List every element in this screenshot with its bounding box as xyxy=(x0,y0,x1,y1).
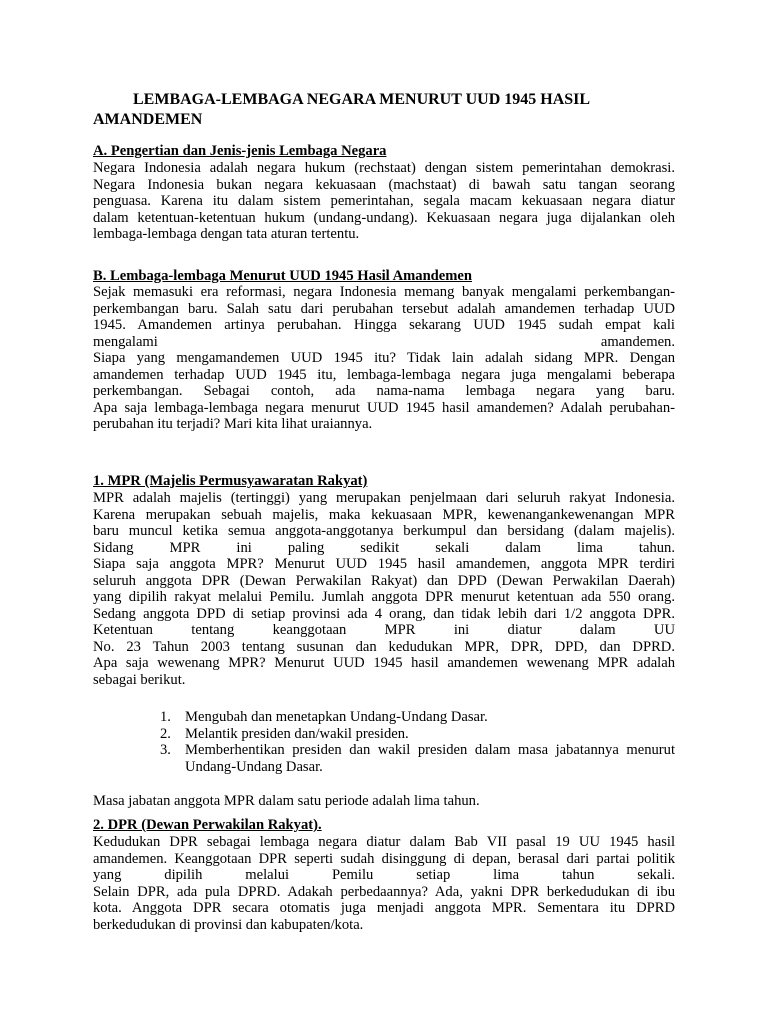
text-line: berkedudukan di provinsi dan kabupaten/kota. xyxy=(93,916,364,933)
dpr-heading: 2. DPR (Dewan Perwakilan Rakyat). xyxy=(93,817,322,833)
section-a-heading: A. Pengertian dan Jenis-jenis Lembaga Negara xyxy=(93,143,387,159)
section-b-paragraph xyxy=(93,284,675,433)
text-line: perubahan itu terjadi? Mari kita lihat uraiannya. xyxy=(93,416,373,432)
text-line: dalam ketentuan-ketentuan hukum (undang-undang). Kekuasaan negara juga dijalankan oleh xyxy=(93,209,675,226)
mpr-authority-list xyxy=(160,709,675,775)
list-item-text: Mengubah dan menetapkan Undang-Undang Dasar. xyxy=(185,709,488,725)
text-line: seluruh anggota DPR (Dewan Perwakilan Rakyat) dan DPD (Dewan Perwakilan Daerah) xyxy=(93,572,675,589)
text-line: Sedang anggota DPD di setiap provinsi ada 4 orang, dan tidak lebih dari 1/2 anggota DPR. xyxy=(93,605,675,622)
text-line: Siapa yang mengamandemen UUD 1945 itu? Tidak lain adalah sidang MPR. Dengan xyxy=(93,350,675,366)
section-b-heading: B. Lembaga-lembaga Menurut UUD 1945 Hasil Amandemen xyxy=(93,268,473,284)
list-item xyxy=(160,709,675,726)
text-line: amandemen. Keanggotaan DPR seperti sudah disinggung di depan, berasal dari partai politik xyxy=(93,850,675,867)
list-number: 2. xyxy=(160,725,171,742)
text-line: amandemen terhadap UUD 1945 itu, lembaga-lembaga negara juga mengalami beberapa xyxy=(93,366,675,383)
mpr-heading: 1. MPR (Majelis Permusyawaratan Rakyat) xyxy=(93,473,368,489)
text-line: yang dipilih melalui Pemilu setiap lima tahun sekali. xyxy=(93,867,675,883)
text-line: yang dipilih rakyat melalui Pemilu. Jumlah anggota DPR menurut ketentuan ada 550 orang. xyxy=(93,589,675,605)
text-line: sebagai berikut. xyxy=(93,671,186,688)
text-line: baru muncul ketika semua anggota-anggotanya berkumpul dan bersidang (dalam majelis). xyxy=(93,523,675,539)
text-line: Karena merupakan sebuah majelis, maka kekuasaan MPR, kewenangankewenangan MPR xyxy=(93,506,675,523)
text-line: perkembangan baru. Salah satu dari perubahan tersebut adalah amandemen terhadap UUD xyxy=(93,300,675,317)
text-line: perkembangan. Sebagai contoh, ada nama-nama lembaga negara yang baru. xyxy=(93,383,675,399)
text-line: Apa saja wewenang MPR? Menurut UUD 1945 hasil amandemen wewenang MPR adalah xyxy=(93,655,675,671)
mpr-closing-line: Masa jabatan anggota MPR dalam satu periode adalah lima tahun. xyxy=(93,793,480,809)
list-item-text: Melantik presiden dan/wakil presiden. xyxy=(185,725,409,742)
text-line: Apa saja lembaga-lembaga negara menurut UUD 1945 hasil amandemen? Adalah perubahan- xyxy=(93,399,675,416)
text-line: penguasa. Karena itu dalam sistem pemerintahan, segala macam kekuasaan negara diatur xyxy=(93,193,675,209)
list-item xyxy=(160,726,675,743)
text-line: lembaga-lembaga dengan tata aturan tertentu. xyxy=(93,226,360,242)
text-line: 1945. Amandemen artinya perubahan. Hingga sekarang UUD 1945 sudah empat kali xyxy=(93,317,675,333)
document-title: LEMBAGA-LEMBAGA NEGARA MENURUT UUD 1945 HASIL AMANDEMEN xyxy=(93,91,590,128)
text-line: No. 23 Tahun 2003 tentang susunan dan kedudukan MPR, DPR, DPD, dan DPRD. xyxy=(93,638,675,655)
text-line: Sejak memasuki era reformasi, negara Indonesia memang banyak mengalami perkembangan- xyxy=(93,284,675,300)
dpr-paragraph xyxy=(93,834,675,933)
list-item-text: Memberhentikan presiden dan wakil presiden dalam masa jabatannya menurut Undang-Undang Dasar. xyxy=(185,742,675,775)
text-line: Ketentuan tentang keanggotaan MPR ini diatur dalam UU xyxy=(93,622,675,638)
list-number: 3. xyxy=(160,742,171,758)
text-line: Kedudukan DPR sebagai lembaga negara diatur dalam Bab VII pasal 19 UU 1945 hasil xyxy=(93,834,675,850)
mpr-paragraph xyxy=(93,490,675,688)
text-line: Siapa saja anggota MPR? Menurut UUD 1945 hasil amandemen, anggota MPR terdiri xyxy=(93,556,675,572)
text-line: Selain DPR, ada pula DPRD. Adakah perbedaannya? Ada, yakni DPR berkedudukan di ibu xyxy=(93,883,675,900)
text-line: Sidang MPR ini paling sedikit sekali dalam lima tahun. xyxy=(93,539,675,556)
list-number: 1. xyxy=(160,709,171,725)
text-line: Negara Indonesia bukan negara kekuasaan (machstaat) di bawah satu tangan seorang xyxy=(93,176,675,193)
text-line: Negara Indonesia adalah negara hukum (rechstaat) dengan sistem pemerintahan demokrasi. xyxy=(93,160,675,176)
section-a-paragraph xyxy=(93,160,675,243)
text-line: mengalami amandemen. xyxy=(93,333,675,350)
text-line: MPR adalah majelis (tertinggi) yang merupakan penjelmaan dari seluruh rakyat Indonesia. xyxy=(93,490,675,506)
list-item xyxy=(160,742,675,775)
text-line: kota. Anggota DPR secara otomatis juga menjadi anggota MPR. Sementara itu DPRD xyxy=(93,900,675,916)
